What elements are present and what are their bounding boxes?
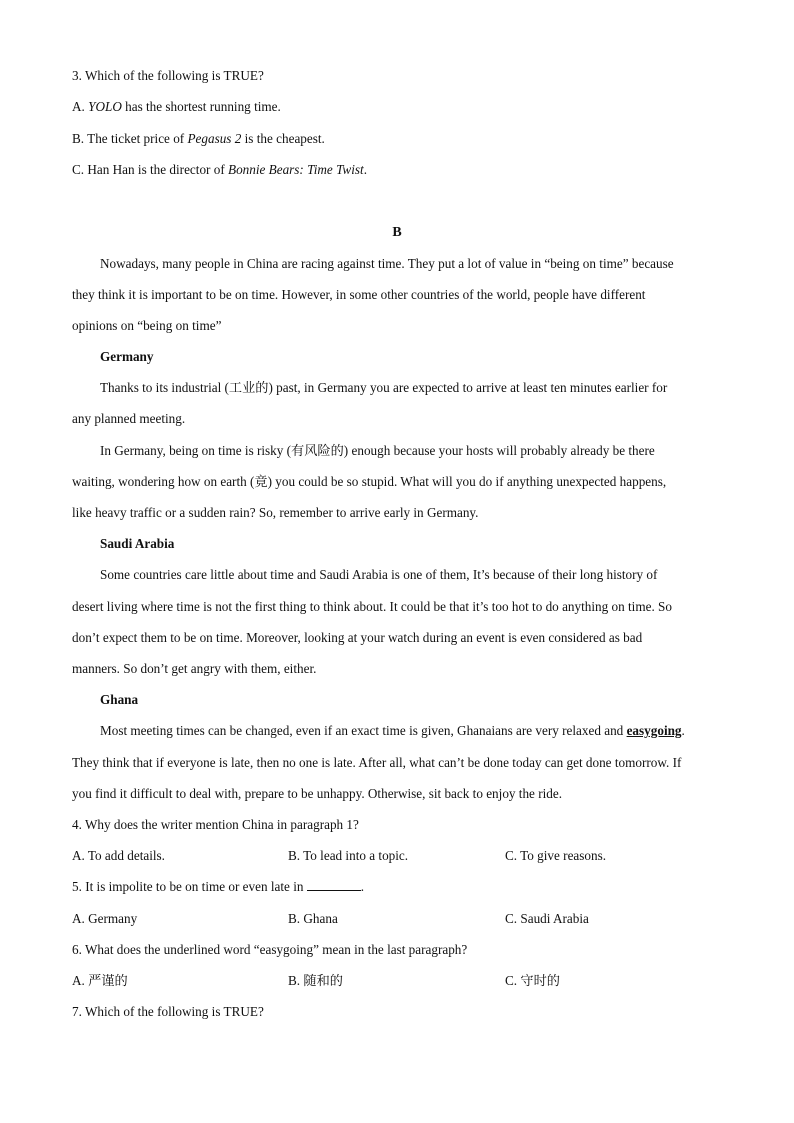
germany-p2-line-2: waiting, wondering how on earth (竟) you could be so stupid. What will you do if anything unexpected happens, <box>72 474 667 489</box>
question-3: 3. Which of the following is TRUE? <box>72 68 264 83</box>
germany-p2-line-1: In Germany, being on time is risky (有风险的) enough because your hosts will probably already be there <box>100 443 655 458</box>
q6-option-c: C. 守时的 <box>505 973 560 988</box>
saudi-line-1: Some countries care little about time and Saudi Arabia is one of them, It’s because of their long history of <box>100 567 658 582</box>
germany-p2-line-3: like heavy traffic or a sudden rain? So, remember to arrive early in Germany. <box>72 505 479 520</box>
q3-option-b: B. The ticket price of Pegasus 2 is the cheapest. <box>72 131 325 146</box>
question-7: 7. Which of the following is TRUE? <box>72 1004 264 1019</box>
intro-line-1: Nowadays, many people in China are racing against time. They put a lot of value in “being on time” because <box>100 256 674 271</box>
q6-option-b: B. 随和的 <box>288 973 343 988</box>
ghana-line-3: you find it difficult to deal with, prepare to be unhappy. Otherwise, sit back to enjoy the ride. <box>72 786 563 801</box>
intro-line-2: they think it is important to be on time. However, in some other countries of the world, people have different <box>72 287 646 302</box>
question-5: 5. It is impolite to be on time or even late in . <box>72 879 365 894</box>
q4-option-c: C. To give reasons. <box>505 848 607 863</box>
q5-option-b: B. Ghana <box>288 911 338 926</box>
underlined-word: easygoing <box>626 723 682 738</box>
answer-blank <box>307 878 361 891</box>
saudi-line-4: manners. So don’t get angry with them, either. <box>72 661 317 676</box>
q4-option-b: B. To lead into a topic. <box>288 848 409 863</box>
q5-option-a: A. Germany <box>72 911 138 926</box>
q6-option-a: A. 严谨的 <box>72 973 128 988</box>
saudi-line-3: don’t expect them to be on time. Moreover, looking at your watch during an event is even considered as bad <box>72 630 643 645</box>
saudi-line-2: desert living where time is not the first thing to think about. It could be that it’s too hot to do anything on time. So <box>72 599 672 614</box>
q3-option-c: C. Han Han is the director of Bonnie Bears: Time Twist. <box>72 162 367 177</box>
ghana-line-2: They think that if everyone is late, then no one is late. After all, what can’t be done today can get done tomorrow. If <box>72 755 682 770</box>
q3-option-a: A. YOLO has the shortest running time. <box>72 99 281 114</box>
germany-p1-line-1: Thanks to its industrial (工业的) past, in Germany you are expected to arrive at least ten minutes earlier for <box>100 380 668 395</box>
heading-saudi-arabia: Saudi Arabia <box>100 536 175 551</box>
ghana-line-1: Most meeting times can be changed, even if an exact time is given, Ghanaians are very relaxed and easygoing. <box>100 723 685 738</box>
intro-line-3: opinions on “being on time” <box>72 318 222 333</box>
q5-option-c: C. Saudi Arabia <box>505 911 589 926</box>
question-4: 4. Why does the writer mention China in paragraph 1? <box>72 817 359 832</box>
question-6: 6. What does the underlined word “easygoing” mean in the last paragraph? <box>72 942 468 957</box>
heading-ghana: Ghana <box>100 692 139 707</box>
germany-p1-line-2: any planned meeting. <box>72 411 186 426</box>
q4-option-a: A. To add details. <box>72 848 165 863</box>
section-title: B <box>392 225 402 240</box>
heading-germany: Germany <box>100 349 154 364</box>
